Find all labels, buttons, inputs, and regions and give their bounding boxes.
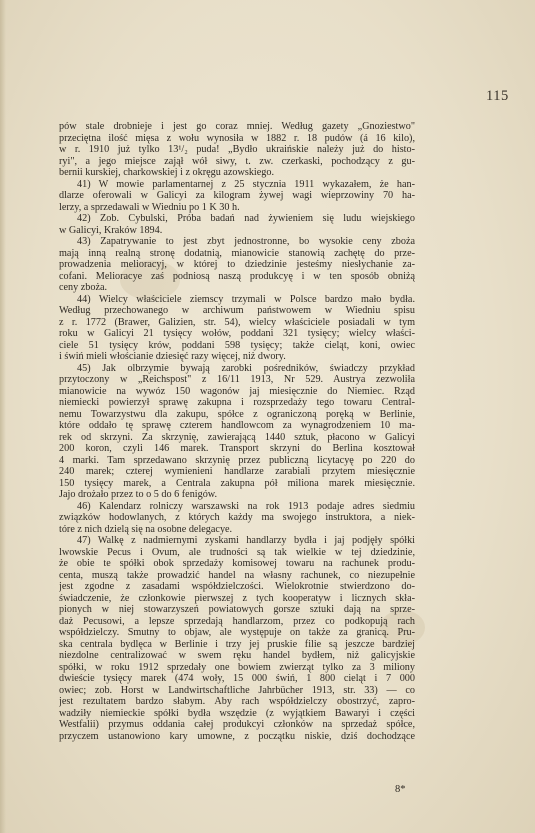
text-line: roku w Galicyi 21 tysięcy wołów, poddani 321 tysięcy; wielcy właści- [59,328,415,339]
text-line: spółki, w roku 1912 sprzedały one bowiem zwierząt tylko za 3 miliony [59,661,415,673]
text-line: pów stale drobnieje i jest go coraz mniej. Według gazety „Gnoziestwo" [59,121,415,132]
text-line: 45) Jak olbrzymie bywają zarobki pośredników, świadczy przykład [77,362,415,374]
text-line: i świń mieli włościanie dziesięć razy więcej, niż dwory. [59,351,286,362]
text-line: przytoczony w „Reichspost" z 16/11 1913, Nr 529. Austrya zezwoliła [59,374,415,385]
text-line: rek od skrzyni. Za skrzynię, zawierającą 1440 sztuk, płacono w Galicyi [59,431,415,443]
text-line: współdzielczy. Smutny to objaw, ale występuje on także za granicą. Pru- [59,627,415,638]
printer-signature: 8* [395,784,406,795]
text-line: 41) W mowie parlamentarnej z 25 stycznia 1911 wykazałem, że han- [77,178,415,190]
text-line: 150 tysięcy marek, a Centrala zakupna pół miliona marek miesięcznie. [59,477,415,489]
text-line: ciele 51 tysięcy krów, poddani 598 tysięcy; także cieląt, koni, owiec [59,339,415,351]
text-line: 42) Zob. Cybulski, Próba badań nad żywieniem się ludu wiejskiego [77,213,415,224]
text-line: dlarze oferowali w Galicyi za kilogram żywej wagi wieprzowiny 70 ha- [59,190,415,201]
text-line: 44) Wielcy właściciele ziemscy trzymali w Polsce bardzo mało bydła. [77,293,415,305]
footnotes-body [59,121,415,742]
text-line: z r. 1772 (Brawer, Galizien, str. 54), wielcy właściciele posiadali w tym [59,316,415,328]
text-line: niemiecki powierzył sprawę zakupna i rozsprzedaży tego towaru Central- [59,397,415,408]
text-line: 200 koron, czyli 146 marek. Transport skrzyni do Berlina kosztował [59,443,415,454]
page-edge-shadow [0,0,6,833]
text-line: dwieście tysięcy marek (474 woły, 15 000 świń, 1 800 cieląt i 7 000 [59,673,415,684]
text-line: przeciętna ilość mięsa z wołu wynosiła w 1882 r. 18 pudów (á 16 kilo), [59,132,415,144]
text-line: tóre z nich dzielą się na osobne delegacye. [59,523,233,535]
text-line: jest zgodne z zasadami współdzielczości. Wielokrotnie stwierdzono do- [59,581,415,592]
text-line: wadziły niemieckie spółki bydła wszędzie (z wyjątkiem Bawaryi i części [59,707,415,719]
text-line: w r. 1910 już tylko 13¹/₂ puda! „Bydło ukraińskie należy już do histo- [59,144,415,155]
text-line: 43) Zapatrywanie to jest zbyt jednostronne, bo wysokie ceny zboża [77,236,415,247]
text-line: ska centrala bydlęca w Berlinie i trzy jej pruskie filie są jeszcze bardziej [59,638,415,650]
text-line: w Galicyi, Kraków 1894. [59,224,163,236]
text-line: lerzy, a sprzedawali w Wiedniu po 1 K 30 h. [59,201,240,213]
text-line: przyczem ustanowiono kary umowne, z początku niskie, dziś dochodzące [59,730,415,742]
text-line: 4 marki. Tam sprzedawano skrzynię przez publiczną licytacyę po 220 do [59,454,415,466]
text-line: związków hodowlanych, z których każdy ma swojego instruktora, a niek- [59,512,415,523]
text-line: które oddało tę sprawę czterem handlowcom za wynagrodzeniem 10 ma- [59,420,415,431]
text-line: że obie te spółki obok sprzedaży komisowej towaru na rachunek produ- [59,558,415,569]
text-line: Westfalii) przymus oddania całej produkcyi członków na sprzedaż spółce, [59,719,415,730]
page-number: 115 [486,88,509,104]
text-line: centa, muszą także prowadzić handel na własny rachunek, co niezupełnie [59,569,415,581]
text-line: nemu Towarzystwu dla zakupu, spółce z ograniczoną poręką w Berlinie, [59,408,415,420]
text-line: ryi", a jego miejsce zajął wół siwy, t. zw. czerkaski, pochodzący z gu- [59,155,415,167]
text-line: Według przechowanego w archiwum państwowem w Wiedniu spisu [59,305,415,316]
text-line: jest rezultatem bardzo słabym. Aby rach współdzielczy obostrzyć, zapro- [59,696,415,707]
text-line: ceny zboża. [59,282,108,293]
text-line: świadczenie, że członkowie pierwszej z tych kooperatyw i licznych skła- [59,592,415,604]
text-line: pionych w niej stowarzyszeń powiatowych gorsze sztuki dają na sprze- [59,604,415,615]
text-line: daż Pecusowi, a lepsze sprzedają handlarzom, przez co podkopują rach [59,615,415,627]
text-line: owiec; zob. Horst w Landwirtschaftliche Jahrbücher 1913, str. 33) — co [59,684,415,696]
text-line: Jajo drożało przez to o 5 do 6 fenigów. [59,489,218,500]
text-line: bernii kurskiej, charkowskiej i z okręgu azowskiego. [59,167,275,178]
text-line: prowadzenia melioracyj, w której to dziedzinie jesteśmy niesłychanie za- [59,259,415,270]
text-line: 46) Kalendarz rolniczy warszawski na rok 1913 podaje adres siedmiu [77,500,415,512]
text-line: lwowskie Pecus i Ovum, ale trudności są tak wielkie w tej dziedzinie, [59,546,415,558]
text-line: mają inną realną stronę dodatnią, mianowicie stanowią zachętę do prze- [59,247,415,259]
text-line: cofani. Melioracye zaś podniosą naszą produkcyę i w ten sposób obniżą [59,270,415,282]
text-line: 47) Walkę z nadmiernymi zyskami handlarzy bydła i jaj podjęły spółki [77,535,415,546]
text-line: niezdolne centralizować w swem ręku handel bydłem, niż galicyjskie [59,650,415,661]
text-line: 240 marek; czterej wymienieni handlarze zarabiali przytem miesięcznie [59,466,415,477]
text-line: mianowicie na wywóz 150 wagonów jaj miesięcznie do Niemiec. Rząd [59,385,415,397]
